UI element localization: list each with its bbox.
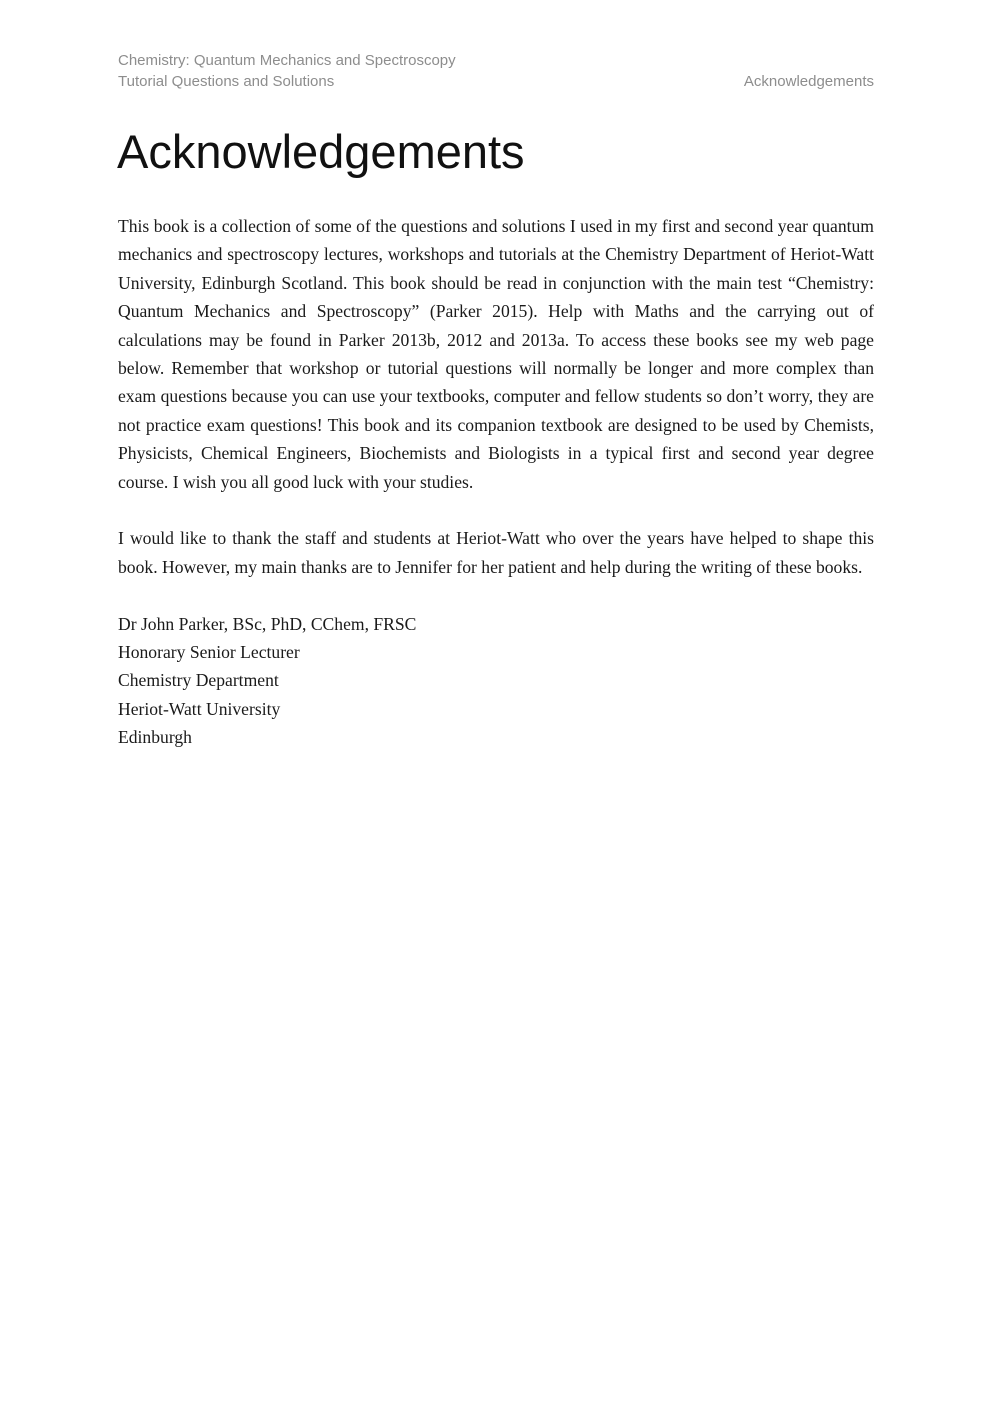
header-book-title: Chemistry: Quantum Mechanics and Spectroscopy	[118, 52, 456, 69]
signature-position: Honorary Senior Lecturer	[118, 642, 300, 663]
page-title: Acknowledgements	[117, 125, 525, 178]
signature-department: Chemistry Department	[118, 670, 279, 691]
running-header	[118, 48, 874, 92]
paragraph-thanks: I would like to thank the staff and students at Heriot-Watt who over the years have helped to shape this book. However, my main thanks are to Jennifer for her patient and help during the writing of these books.	[118, 528, 874, 577]
header-book-info	[118, 50, 456, 92]
paragraph-introduction: This book is a collection of some of the questions and solutions I used in my first and second year quantum mechanics and spectroscopy lectures, workshops and tutorials at the Chemistry Department of Heriot-Watt University, Edinburgh Scotland. This book should be read in conjunction with the main test “Chemistry: Quantum Mechanics and Spectroscopy” (Parker 2015). Help with Maths and the carrying out of calculations may be found in Parker 2013b, 2012 and 2013a. To access these books see my web page below. Remember that workshop or tutorial questions will normally be longer and more complex than exam questions because you can use your textbooks, computer and fellow students so don’t worry, they are not practice exam questions! This book and its companion textbook are designed to be used by Chemists, Physicists, Chemical Engineers, Biochemists and Biologists in a typical first and second year degree course. I wish you all good luck with your studies.	[118, 216, 874, 492]
signature-block	[118, 610, 874, 752]
header-section-name: Acknowledgements	[743, 73, 874, 90]
signature-name: Dr John Parker, BSc, PhD, CChem, FRSC	[118, 613, 417, 634]
signature-city: Edinburgh	[118, 727, 192, 748]
signature-university: Heriot-Watt University	[118, 698, 281, 719]
body-text	[118, 212, 874, 752]
header-book-subtitle: Tutorial Questions and Solutions	[118, 73, 335, 90]
